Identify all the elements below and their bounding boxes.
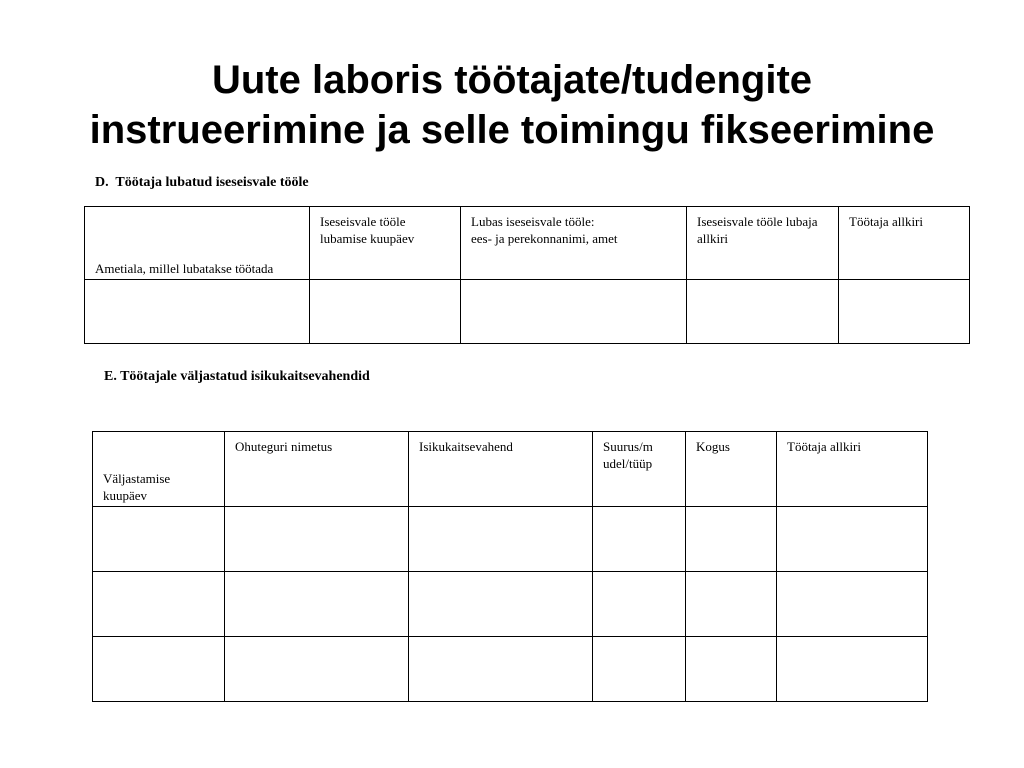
table-cell <box>461 280 687 344</box>
table-cell <box>777 572 928 637</box>
table-cell <box>409 572 593 637</box>
table-cell <box>409 507 593 572</box>
table-row <box>93 637 928 702</box>
table-header-row <box>85 207 970 280</box>
header-cell-issue-date: Väljastamise kuupäev <box>93 432 225 507</box>
table-cell <box>93 637 225 702</box>
table-permission-independent-work <box>84 206 970 344</box>
table-row <box>85 280 970 344</box>
section-e-heading: E. Töötajale väljastatud isikukaitsevahendid <box>104 369 370 384</box>
header-cell-permitted-by: Lubas iseseisvale tööle: ees- ja perekonnanimi, amet <box>461 207 687 280</box>
table-cell <box>687 280 839 344</box>
table-cell <box>686 637 777 702</box>
header-cell-permitter-signature: Iseseisvale tööle lubaja allkiri <box>687 207 839 280</box>
table-cell <box>777 507 928 572</box>
table-cell <box>593 637 686 702</box>
table-row <box>93 507 928 572</box>
table-cell <box>686 572 777 637</box>
table-cell <box>839 280 970 344</box>
header-cell-employee-signature: Töötaja allkiri <box>839 207 970 280</box>
table-cell <box>593 507 686 572</box>
header-cell-protective-equipment: Isikukaitsevahend <box>409 432 593 507</box>
header-cell-size-model-type: Suurus/m udel/tüüp <box>593 432 686 507</box>
table-cell <box>409 637 593 702</box>
header-cell-employee-signature: Töötaja allkiri <box>777 432 928 507</box>
table-cell <box>310 280 461 344</box>
table-cell <box>225 637 409 702</box>
slide-title <box>0 55 1024 155</box>
header-cell-hazard-name: Ohuteguri nimetus <box>225 432 409 507</box>
header-cell-quantity: Kogus <box>686 432 777 507</box>
table-cell <box>85 280 310 344</box>
table-cell <box>225 507 409 572</box>
table-cell <box>593 572 686 637</box>
table-cell <box>225 572 409 637</box>
table-header-row <box>93 432 928 507</box>
section-d-heading: D. Töötaja lubatud iseseisvale tööle <box>95 175 309 190</box>
header-cell-occupation: Ametiala, millel lubatakse töötada <box>85 207 310 280</box>
slide-title-line-1: Uute laboris töötajate/tudengite <box>211 57 813 102</box>
table-cell <box>93 507 225 572</box>
table-cell <box>686 507 777 572</box>
table-cell <box>93 572 225 637</box>
header-cell-permission-date: Iseseisvale tööle lubamise kuupäev <box>310 207 461 280</box>
table-cell <box>777 637 928 702</box>
slide-title-line-2: instrueerimine ja selle toimingu fikseerimine <box>89 107 935 152</box>
table-protective-equipment <box>92 431 928 702</box>
table-row <box>93 572 928 637</box>
